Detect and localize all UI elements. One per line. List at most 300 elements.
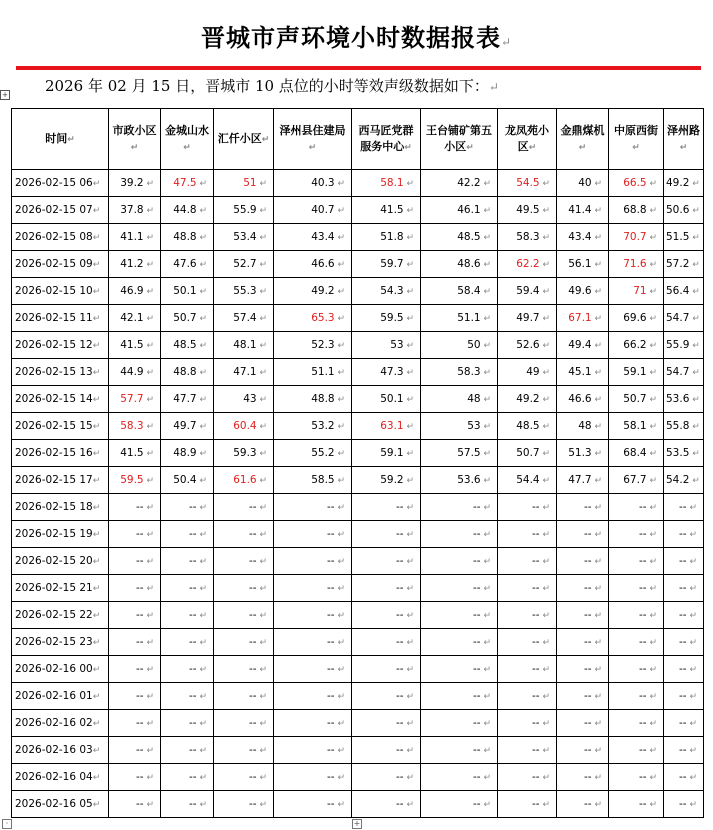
value-cell[interactable] <box>664 683 704 710</box>
value-cell[interactable] <box>609 710 664 737</box>
value-cell[interactable] <box>421 305 498 332</box>
value-cell[interactable] <box>214 332 274 359</box>
value-cell[interactable] <box>664 197 704 224</box>
cell-end-mark-icon: ↵ <box>334 422 345 432</box>
time-cell[interactable]: 2026-02-15 20↵ <box>12 548 109 575</box>
value-cell[interactable] <box>557 197 609 224</box>
value-cell[interactable] <box>274 278 352 305</box>
value-cell[interactable] <box>109 413 161 440</box>
value-cell[interactable] <box>664 548 704 575</box>
value-cell[interactable] <box>609 548 664 575</box>
value-cell[interactable] <box>664 521 704 548</box>
value-cell[interactable] <box>498 791 557 818</box>
value-cell[interactable] <box>557 278 609 305</box>
value-cell[interactable] <box>557 224 609 251</box>
value-cell[interactable] <box>161 548 214 575</box>
value-cell[interactable] <box>214 359 274 386</box>
value-cell[interactable] <box>609 413 664 440</box>
value-cell[interactable] <box>214 656 274 683</box>
value-text: 48.8 <box>173 231 197 243</box>
value-cell[interactable] <box>664 440 704 467</box>
value-cell[interactable] <box>274 224 352 251</box>
value-cell[interactable] <box>421 737 498 764</box>
value-cell[interactable] <box>421 764 498 791</box>
value-cell[interactable] <box>609 791 664 818</box>
value-cell[interactable] <box>498 656 557 683</box>
value-cell[interactable] <box>274 197 352 224</box>
value-cell[interactable] <box>664 224 704 251</box>
value-cell[interactable] <box>352 575 421 602</box>
value-cell[interactable] <box>664 710 704 737</box>
value-cell[interactable] <box>214 197 274 224</box>
value-cell[interactable] <box>609 629 664 656</box>
value-cell[interactable] <box>352 791 421 818</box>
cell-end-mark-icon: ↵ <box>183 142 191 153</box>
time-cell[interactable]: 2026-02-15 06↵ <box>12 170 109 197</box>
value-cell[interactable] <box>109 602 161 629</box>
value-cell[interactable] <box>161 791 214 818</box>
time-cell[interactable]: 2026-02-16 05↵ <box>12 791 109 818</box>
value-text: 49.2 <box>311 285 335 297</box>
time-cell[interactable]: 2026-02-16 02↵ <box>12 710 109 737</box>
value-cell[interactable] <box>421 629 498 656</box>
value-cell[interactable] <box>498 467 557 494</box>
value-cell[interactable] <box>557 791 609 818</box>
value-cell[interactable] <box>609 332 664 359</box>
value-cell[interactable] <box>161 656 214 683</box>
value-cell[interactable] <box>274 332 352 359</box>
cell-end-mark-icon: ↵ <box>646 179 657 189</box>
time-cell[interactable]: 2026-02-15 21↵ <box>12 575 109 602</box>
time-cell[interactable]: 2026-02-15 14↵ <box>12 386 109 413</box>
value-cell[interactable] <box>274 602 352 629</box>
value-cell[interactable] <box>498 737 557 764</box>
value-cell[interactable] <box>498 764 557 791</box>
value-cell[interactable] <box>109 737 161 764</box>
value-cell[interactable] <box>161 629 214 656</box>
value-cell[interactable] <box>161 386 214 413</box>
value-cell[interactable] <box>352 332 421 359</box>
value-cell[interactable] <box>214 224 274 251</box>
report-title <box>0 18 713 53</box>
time-cell[interactable]: 2026-02-15 17↵ <box>12 467 109 494</box>
value-cell[interactable] <box>274 440 352 467</box>
value-cell[interactable] <box>274 791 352 818</box>
value-cell[interactable] <box>609 305 664 332</box>
time-cell[interactable]: 2026-02-15 11↵ <box>12 305 109 332</box>
time-cell[interactable]: 2026-02-15 22↵ <box>12 602 109 629</box>
value-cell[interactable] <box>109 575 161 602</box>
value-cell[interactable] <box>352 170 421 197</box>
value-cell[interactable] <box>664 629 704 656</box>
value-cell[interactable] <box>664 359 704 386</box>
value-cell[interactable] <box>609 386 664 413</box>
value-cell[interactable] <box>609 575 664 602</box>
value-cell[interactable] <box>214 764 274 791</box>
value-cell[interactable] <box>161 683 214 710</box>
value-cell[interactable] <box>664 467 704 494</box>
value-cell[interactable] <box>421 251 498 278</box>
value-cell[interactable] <box>421 575 498 602</box>
value-cell[interactable] <box>498 440 557 467</box>
add-row-icon[interactable]: + <box>353 819 361 828</box>
value-cell[interactable] <box>274 359 352 386</box>
value-cell[interactable] <box>498 251 557 278</box>
value-cell[interactable] <box>352 521 421 548</box>
time-cell[interactable]: 2026-02-15 18↵ <box>12 494 109 521</box>
table-row <box>12 332 704 359</box>
value-cell[interactable] <box>498 602 557 629</box>
value-cell[interactable] <box>161 359 214 386</box>
value-cell[interactable] <box>161 251 214 278</box>
cell-end-mark-icon: ↵ <box>539 206 550 216</box>
value-cell[interactable] <box>664 764 704 791</box>
time-cell[interactable]: 2026-02-16 01↵ <box>12 683 109 710</box>
cell-end-mark-icon: ↵ <box>143 800 154 810</box>
value-cell[interactable] <box>609 521 664 548</box>
value-cell[interactable] <box>161 764 214 791</box>
value-cell[interactable] <box>274 170 352 197</box>
value-cell[interactable] <box>161 467 214 494</box>
time-cell[interactable]: 2026-02-15 13↵ <box>12 359 109 386</box>
value-cell[interactable] <box>274 494 352 521</box>
value-cell[interactable] <box>557 737 609 764</box>
value-cell[interactable] <box>557 602 609 629</box>
value-cell[interactable] <box>557 170 609 197</box>
cell-end-mark-icon: ↵ <box>689 233 700 243</box>
value-cell[interactable] <box>421 656 498 683</box>
value-text: -- <box>679 744 687 756</box>
value-cell[interactable] <box>664 575 704 602</box>
value-text: -- <box>532 690 540 702</box>
value-cell[interactable] <box>609 494 664 521</box>
value-cell[interactable] <box>609 764 664 791</box>
value-cell[interactable] <box>274 386 352 413</box>
value-cell[interactable] <box>161 305 214 332</box>
value-cell[interactable] <box>609 737 664 764</box>
value-cell[interactable] <box>421 170 498 197</box>
value-cell[interactable] <box>109 251 161 278</box>
value-cell[interactable] <box>214 575 274 602</box>
value-cell[interactable] <box>214 413 274 440</box>
value-cell[interactable] <box>274 251 352 278</box>
value-cell[interactable] <box>557 413 609 440</box>
value-cell[interactable] <box>161 224 214 251</box>
value-cell[interactable] <box>498 548 557 575</box>
value-cell[interactable] <box>214 170 274 197</box>
value-cell[interactable] <box>609 197 664 224</box>
value-cell[interactable] <box>161 197 214 224</box>
value-cell[interactable] <box>421 791 498 818</box>
value-cell[interactable] <box>274 548 352 575</box>
time-cell[interactable]: 2026-02-15 12↵ <box>12 332 109 359</box>
value-cell[interactable] <box>498 197 557 224</box>
value-cell[interactable] <box>161 413 214 440</box>
value-cell[interactable] <box>664 791 704 818</box>
cell-end-mark-icon: ↵ <box>591 503 602 513</box>
value-cell[interactable] <box>557 575 609 602</box>
value-cell[interactable] <box>109 629 161 656</box>
report-title-text: 晋城市声环境小时数据报表 <box>200 23 501 52</box>
value-cell[interactable] <box>664 737 704 764</box>
value-cell[interactable] <box>498 413 557 440</box>
value-cell[interactable] <box>664 305 704 332</box>
value-cell[interactable] <box>557 251 609 278</box>
value-cell[interactable] <box>352 494 421 521</box>
cell-end-mark-icon: ↵ <box>686 692 697 702</box>
value-cell[interactable] <box>214 278 274 305</box>
time-cell[interactable]: 2026-02-16 04↵ <box>12 764 109 791</box>
value-cell[interactable] <box>109 440 161 467</box>
value-cell[interactable] <box>664 656 704 683</box>
value-cell[interactable] <box>109 170 161 197</box>
value-cell[interactable] <box>557 386 609 413</box>
value-cell[interactable] <box>274 683 352 710</box>
value-cell[interactable] <box>609 278 664 305</box>
value-cell[interactable] <box>352 710 421 737</box>
value-text: -- <box>532 636 540 648</box>
value-cell[interactable] <box>161 602 214 629</box>
value-cell[interactable] <box>214 737 274 764</box>
value-cell[interactable] <box>274 575 352 602</box>
value-cell[interactable] <box>609 467 664 494</box>
value-cell[interactable] <box>498 575 557 602</box>
table-resize-icon[interactable]: · <box>2 819 12 829</box>
value-cell[interactable] <box>609 251 664 278</box>
value-cell[interactable] <box>109 278 161 305</box>
value-cell[interactable] <box>109 197 161 224</box>
value-cell[interactable] <box>214 521 274 548</box>
value-cell[interactable] <box>161 170 214 197</box>
value-cell[interactable] <box>352 359 421 386</box>
value-cell[interactable] <box>274 413 352 440</box>
time-cell[interactable]: 2026-02-15 08↵ <box>12 224 109 251</box>
value-cell[interactable] <box>214 440 274 467</box>
value-cell[interactable] <box>498 521 557 548</box>
value-cell[interactable] <box>498 278 557 305</box>
value-cell[interactable] <box>274 629 352 656</box>
value-cell[interactable] <box>421 413 498 440</box>
value-text: 49 <box>526 366 540 378</box>
value-cell[interactable] <box>214 548 274 575</box>
value-cell[interactable] <box>664 278 704 305</box>
value-cell[interactable] <box>352 602 421 629</box>
value-cell[interactable] <box>214 791 274 818</box>
value-cell[interactable] <box>352 683 421 710</box>
value-cell[interactable] <box>214 494 274 521</box>
value-cell[interactable] <box>498 386 557 413</box>
time-cell[interactable]: 2026-02-15 19↵ <box>12 521 109 548</box>
value-cell[interactable] <box>557 764 609 791</box>
time-cell[interactable]: 2026-02-15 15↵ <box>12 413 109 440</box>
value-cell[interactable] <box>352 467 421 494</box>
value-cell[interactable] <box>214 386 274 413</box>
value-cell[interactable] <box>421 494 498 521</box>
value-cell[interactable] <box>214 710 274 737</box>
value-cell[interactable] <box>421 359 498 386</box>
cell-end-mark-icon: ↵ <box>256 368 267 378</box>
value-cell[interactable] <box>421 602 498 629</box>
value-cell[interactable] <box>214 629 274 656</box>
value-cell[interactable] <box>109 683 161 710</box>
time-cell[interactable]: 2026-02-16 03↵ <box>12 737 109 764</box>
cell-end-mark-icon: ↵ <box>143 341 154 351</box>
value-cell[interactable] <box>498 170 557 197</box>
value-cell[interactable] <box>609 656 664 683</box>
cell-end-mark-icon: ↵ <box>480 287 491 297</box>
value-cell[interactable] <box>557 521 609 548</box>
value-cell[interactable] <box>498 710 557 737</box>
value-cell[interactable] <box>609 440 664 467</box>
value-cell[interactable] <box>109 386 161 413</box>
value-cell[interactable] <box>557 494 609 521</box>
value-cell[interactable] <box>161 521 214 548</box>
value-cell[interactable] <box>214 251 274 278</box>
value-cell[interactable] <box>352 548 421 575</box>
cell-end-mark-icon: ↵ <box>689 260 700 270</box>
value-cell[interactable] <box>609 359 664 386</box>
value-cell[interactable] <box>109 791 161 818</box>
cell-end-mark-icon: ↵ <box>686 611 697 621</box>
value-cell[interactable] <box>352 440 421 467</box>
value-cell[interactable] <box>557 683 609 710</box>
value-cell[interactable] <box>421 386 498 413</box>
cell-end-mark-icon: ↵ <box>480 206 491 216</box>
value-cell[interactable] <box>274 656 352 683</box>
value-cell[interactable] <box>609 683 664 710</box>
value-cell[interactable] <box>421 332 498 359</box>
value-text: -- <box>249 771 257 783</box>
value-cell[interactable] <box>352 305 421 332</box>
value-cell[interactable] <box>498 359 557 386</box>
value-cell[interactable] <box>664 251 704 278</box>
value-cell[interactable] <box>421 467 498 494</box>
value-cell[interactable] <box>609 224 664 251</box>
value-cell[interactable] <box>161 575 214 602</box>
value-cell[interactable] <box>498 305 557 332</box>
value-cell[interactable] <box>557 305 609 332</box>
value-cell[interactable] <box>274 521 352 548</box>
value-cell[interactable] <box>109 305 161 332</box>
value-cell[interactable] <box>421 197 498 224</box>
value-cell[interactable] <box>352 656 421 683</box>
value-cell[interactable] <box>274 710 352 737</box>
value-text: 57.7 <box>120 393 144 405</box>
value-cell[interactable] <box>421 710 498 737</box>
value-cell[interactable] <box>109 548 161 575</box>
time-cell[interactable]: 2026-02-15 07↵ <box>12 197 109 224</box>
value-cell[interactable] <box>352 278 421 305</box>
value-cell[interactable] <box>161 278 214 305</box>
value-text: -- <box>396 744 404 756</box>
value-cell[interactable] <box>609 602 664 629</box>
value-cell[interactable] <box>214 683 274 710</box>
value-cell[interactable] <box>557 467 609 494</box>
value-cell[interactable] <box>274 764 352 791</box>
time-cell[interactable]: 2026-02-15 16↵ <box>12 440 109 467</box>
move-handle-icon[interactable]: + <box>0 90 10 100</box>
value-cell[interactable] <box>421 683 498 710</box>
value-cell[interactable] <box>421 548 498 575</box>
value-cell[interactable] <box>352 251 421 278</box>
cell-end-mark-icon: ↵ <box>334 530 345 540</box>
value-cell[interactable] <box>352 629 421 656</box>
value-cell[interactable] <box>557 656 609 683</box>
value-cell[interactable] <box>109 359 161 386</box>
value-cell[interactable] <box>498 629 557 656</box>
value-cell[interactable] <box>664 386 704 413</box>
value-cell[interactable] <box>421 521 498 548</box>
time-cell[interactable]: 2026-02-15 09↵ <box>12 251 109 278</box>
value-cell[interactable] <box>109 710 161 737</box>
value-cell[interactable] <box>161 710 214 737</box>
value-cell[interactable] <box>274 305 352 332</box>
value-cell[interactable] <box>557 440 609 467</box>
value-cell[interactable] <box>109 521 161 548</box>
value-cell[interactable] <box>664 170 704 197</box>
value-cell[interactable] <box>557 710 609 737</box>
value-cell[interactable] <box>498 683 557 710</box>
value-cell[interactable] <box>352 386 421 413</box>
time-cell[interactable]: 2026-02-16 00↵ <box>12 656 109 683</box>
value-cell[interactable] <box>498 224 557 251</box>
cell-end-mark-icon: ↵ <box>196 530 207 540</box>
cell-end-mark-icon: ↵ <box>646 206 657 216</box>
value-cell[interactable] <box>664 602 704 629</box>
table-row <box>12 197 704 224</box>
value-cell[interactable] <box>664 494 704 521</box>
value-cell[interactable] <box>109 467 161 494</box>
value-cell[interactable] <box>352 737 421 764</box>
value-text: -- <box>532 798 540 810</box>
value-cell[interactable] <box>352 764 421 791</box>
time-cell[interactable]: 2026-02-15 23↵ <box>12 629 109 656</box>
value-cell[interactable] <box>421 440 498 467</box>
value-cell[interactable] <box>161 332 214 359</box>
value-cell[interactable] <box>557 548 609 575</box>
value-cell[interactable] <box>214 467 274 494</box>
value-cell[interactable] <box>109 764 161 791</box>
value-cell[interactable] <box>557 359 609 386</box>
value-cell[interactable] <box>214 602 274 629</box>
value-cell[interactable] <box>274 737 352 764</box>
value-cell[interactable] <box>609 170 664 197</box>
value-cell[interactable] <box>109 332 161 359</box>
value-text: 49.7 <box>516 312 540 324</box>
value-cell[interactable] <box>161 440 214 467</box>
value-cell[interactable] <box>421 224 498 251</box>
value-cell[interactable] <box>161 737 214 764</box>
value-cell[interactable] <box>352 413 421 440</box>
value-cell[interactable] <box>352 224 421 251</box>
value-cell[interactable] <box>421 278 498 305</box>
value-cell[interactable] <box>498 494 557 521</box>
value-cell[interactable] <box>274 467 352 494</box>
value-cell[interactable] <box>352 197 421 224</box>
value-cell[interactable] <box>161 494 214 521</box>
value-cell[interactable] <box>109 494 161 521</box>
value-cell[interactable] <box>109 224 161 251</box>
value-cell[interactable] <box>498 332 557 359</box>
value-cell[interactable] <box>214 305 274 332</box>
value-cell[interactable] <box>557 332 609 359</box>
value-cell[interactable] <box>109 656 161 683</box>
value-text: -- <box>584 636 592 648</box>
time-cell[interactable]: 2026-02-15 10↵ <box>12 278 109 305</box>
value-cell[interactable] <box>557 629 609 656</box>
value-cell[interactable] <box>664 413 704 440</box>
value-cell[interactable] <box>664 332 704 359</box>
